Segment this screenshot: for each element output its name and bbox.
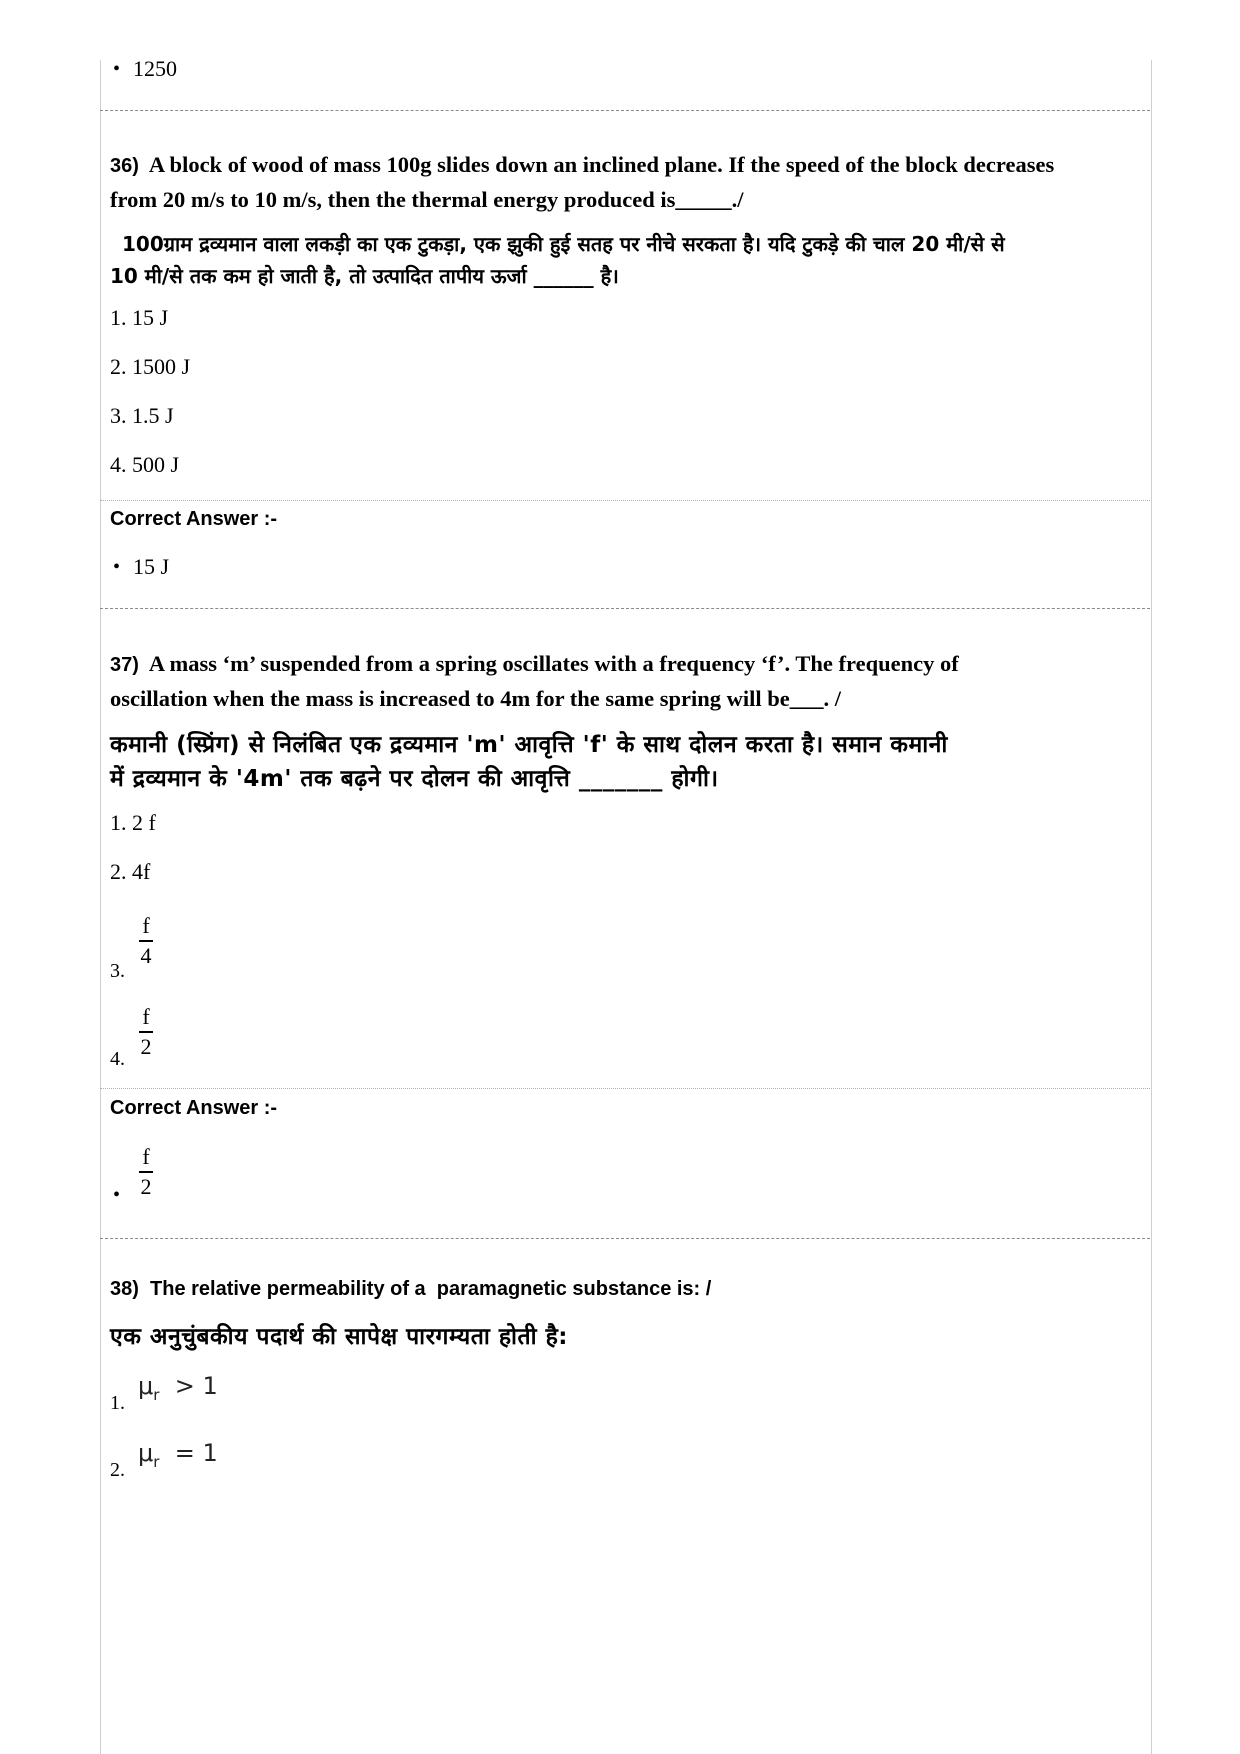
mu-subscript: r [153, 1452, 160, 1471]
fraction-bar [139, 1031, 153, 1033]
q38-option-2-number: 2. [110, 1459, 125, 1481]
q36-answer: 15 J [133, 554, 170, 579]
fraction-denominator: 4 [140, 943, 152, 968]
fraction-numerator: f [142, 1144, 150, 1169]
q37-option-4-number: 4. [110, 1048, 125, 1070]
fraction-numerator: f [142, 1004, 150, 1029]
q36-answer-label: Correct Answer :- [110, 508, 278, 530]
q37-text-en: A mass ‘m’ suspended from a spring oscillates with a frequency ‘f’. The frequency of oscillation when the mass is increased to 4m for the same spring will be___. / [110, 651, 959, 711]
q38-text-hi: एक अनुचुंबकीय पदार्थ की सापेक्ष पारगम्यता होती है: [110, 1324, 568, 1350]
mu-symbol: μ [138, 1439, 154, 1467]
q36-option-3: 3. 1.5 J [110, 403, 174, 428]
q38-option-1-number: 1. [110, 1392, 125, 1414]
q37-question [110, 647, 1110, 716]
separator [100, 110, 1150, 111]
fraction-bar [139, 940, 153, 942]
bullet-icon: • [113, 58, 121, 80]
separator [100, 608, 1150, 609]
divider [100, 1088, 1150, 1089]
fraction-denominator: 2 [140, 1174, 152, 1199]
q37-option-2: 2. 4f [110, 859, 151, 884]
prev-answer: 1250 [133, 56, 177, 81]
mu-symbol: μ [138, 1372, 154, 1400]
q37-number: 37) [110, 654, 139, 676]
mu-subscript: r [153, 1385, 160, 1404]
q37-answer-fraction [139, 1146, 153, 1198]
q36-option-2: 2. 1500 J [110, 354, 191, 379]
q38-option-1-formula [138, 1372, 218, 1404]
page-frame [100, 60, 1152, 1754]
bullet-icon: • [113, 1184, 121, 1206]
fraction-numerator: f [142, 913, 150, 938]
relation: = 1 [174, 1439, 218, 1467]
relation: > 1 [174, 1372, 218, 1400]
fraction-denominator: 2 [140, 1034, 152, 1059]
q36-text-en: A block of wood of mass 100g slides down an inclined plane. If the speed of the block decreases from 20 m/s to 10 m/s, then the thermal energy produced is_____./ [110, 152, 1055, 212]
q37-text-hi: कमानी (स्प्रिंग) से निलंबित एक द्रव्यमान 'm' आवृत्ति 'f' के साथ दोलन करता है। समान कमानी में द्रव्यमान के '4m' तक बढ़ने पर दोलन की आवृत्ति _______ होगी। [110, 732, 948, 792]
q37-option-4-fraction [139, 1006, 153, 1058]
q36-number: 36) [110, 155, 139, 177]
q36-question [110, 148, 1110, 217]
q38-question: 38) The relative permeability of a paramagnetic substance is: / [110, 1278, 712, 1300]
q37-option-1: 1. 2 f [110, 810, 156, 835]
fraction-bar [139, 1171, 153, 1173]
separator [100, 1238, 1150, 1239]
q37-answer-label: Correct Answer :- [110, 1097, 278, 1119]
divider [100, 500, 1150, 501]
q38-option-2-formula [138, 1439, 218, 1471]
q36-option-1: 1. 15 J [110, 305, 169, 330]
q37-option-3-number: 3. [110, 960, 125, 982]
q36-option-4: 4. 500 J [110, 452, 180, 477]
bullet-icon: • [113, 556, 121, 578]
q36-text-hi: 100ग्राम द्रव्यमान वाला लकड़ी का एक टुकड़ा, एक झुकी हुई सतह पर नीचे सरकता है। यदि टुकड़े की चाल 20 मी/से से 10 मी/से तक कम हो जाती है, तो उत्पादित तापीय ऊर्जा ______ है। [110, 232, 1005, 288]
q37-option-3-fraction [139, 915, 153, 967]
